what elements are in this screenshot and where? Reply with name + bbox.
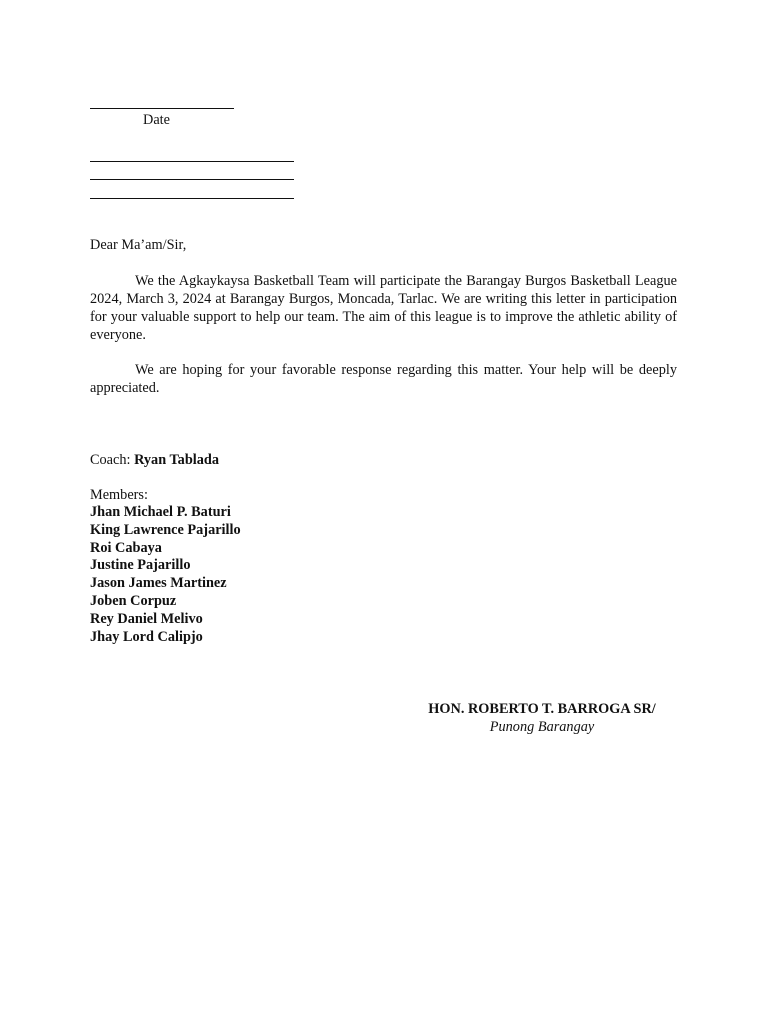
body-paragraph-2: We are hoping for your favorable response regarding this matter. Your help will be deeply appreciated. [90, 362, 677, 396]
member-name: Jason James Martinez [90, 575, 227, 592]
members-list [90, 504, 241, 646]
recipient-blank-line-3 [90, 198, 294, 199]
member-name: King Lawrence Pajarillo [90, 521, 241, 538]
signatory-name: HON. ROBERTO T. BARROGA SR/ [428, 701, 656, 717]
members-label: Members: [90, 487, 148, 503]
signatory-block [400, 700, 684, 736]
member-name: Jhay Lord Calipjo [90, 628, 203, 645]
member-name: Roi Cabaya [90, 539, 162, 556]
recipient-blank-line-1 [90, 161, 294, 162]
date-blank-line [90, 108, 234, 109]
date-label: Date [143, 112, 170, 128]
member-name: Joben Corpuz [90, 592, 177, 609]
coach-line [90, 452, 219, 469]
recipient-blank-line-2 [90, 179, 294, 180]
coach-label: Coach: [90, 452, 131, 468]
member-name: Rey Daniel Melivo [90, 610, 203, 627]
salutation: Dear Ma’am/Sir, [90, 237, 187, 253]
member-name: Jhan Michael P. Baturi [90, 504, 231, 520]
member-name: Justine Pajarillo [90, 557, 191, 574]
coach-name: Ryan Tablada [134, 452, 220, 468]
signatory-title: Punong Barangay [489, 719, 595, 735]
body-paragraph-1: We the Agkaykaysa Basketball Team will participate the Barangay Burgos Basketball League 2024, March 3, 2024 at Barangay Burgos, Moncada, Tarlac. We are writing this letter in participation for your valuable support to help our team. The aim of this league is to improve the athletic ability of everyone. [90, 273, 677, 343]
